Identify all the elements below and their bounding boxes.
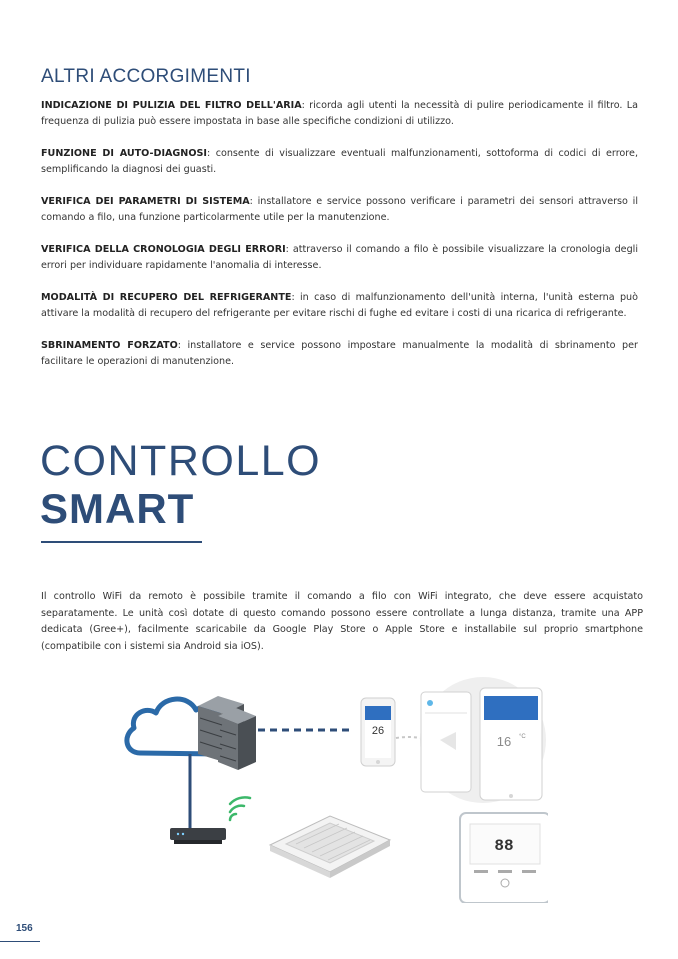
feature-item: [41, 242, 638, 274]
wifi-control-diagram: [118, 658, 548, 903]
feature-item: [41, 338, 638, 370]
title-underline: [41, 541, 202, 543]
feature-text: : in caso di malfunzionamento dell'unità interna, l'unità esterna può attivare la modalità di recupero del refrigerante per evitare rischi di fughe ed evitare i costi di una ricarica di refrigerante.: [41, 292, 638, 319]
page-number: 156: [16, 923, 33, 934]
phone-large-temp: 16: [496, 734, 512, 749]
feature-text: : ricorda agli utenti la necessità di pulire periodicamente il filtro. La frequenza di pulizia può essere impostata in base alle specifiche condizioni di utilizzo.: [41, 100, 639, 127]
section-title: ALTRI ACCORGIMENTI: [41, 66, 251, 87]
server-icon: [198, 696, 256, 770]
phone-small-temp: 26: [371, 725, 385, 737]
feature-item: [41, 146, 638, 178]
feature-title: INDICAZIONE DI PULIZIA DEL FILTRO DELL'ARIA: [41, 100, 302, 111]
feature-item: [41, 98, 638, 130]
router-icon: [170, 828, 226, 844]
feature-title: SBRINAMENTO FORZATO: [41, 340, 178, 351]
feature-title: FUNZIONE DI AUTO-DIAGNOSI: [41, 148, 207, 159]
intro-paragraph: Il controllo WiFi da remoto è possibile tramite il comando a filo con WiFi integrato, che deve essere acquistato separatamente. Le unità così dotate di questo comando possono essere controllate a lunga distanza, tramite una APP dedicata (Gree+), facilmente scaricabile da Google Play Store o Apple Store e installabile sul proprio smartphone (compatibile con i sistemi sia Android sia iOS).: [41, 591, 643, 652]
page-title-bold: SMART: [40, 485, 195, 532]
feature-list: [41, 98, 638, 386]
feature-text: : attraverso il comando a filo è possibile visualizzare la cronologia degli errori per individuare rapidamente l'anomalia di interesse.: [41, 244, 638, 271]
wifi-signal-icon: [230, 797, 250, 820]
feature-title: VERIFICA DEI PARAMETRI DI SISTEMA: [41, 196, 250, 207]
feature-text: : consente di visualizzare eventuali malfunzionamenti, sottoforma di codici di errore, semplificando la diagnosi dei guasti.: [41, 148, 638, 175]
feature-item: [41, 194, 638, 226]
feature-item: [41, 290, 638, 322]
feature-text: : installatore e service possono verificare i parametri dei sensori attraverso il comando a filo, una funzione particolarmente utile per la manutenzione.: [41, 196, 638, 223]
cassette-unit-icon: [270, 816, 390, 878]
feature-title: MODALITÀ DI RECUPERO DEL REFRIGERANTE: [41, 292, 292, 303]
feature-title: VERIFICA DELLA CRONOLOGIA DEGLI ERRORI: [41, 244, 286, 255]
controller-display: 88: [494, 837, 514, 855]
smartphone-left: [421, 692, 471, 792]
wired-controller-icon: [460, 813, 548, 903]
page-number-rule: [0, 941, 40, 942]
page-title-light: CONTROLLO: [40, 437, 322, 485]
phone-large-unit: °C: [519, 734, 526, 740]
feature-text: : installatore e service possono impostare manualmente la modalità di sbrinamento per facilitare le operazioni di manutenzione.: [41, 340, 638, 367]
